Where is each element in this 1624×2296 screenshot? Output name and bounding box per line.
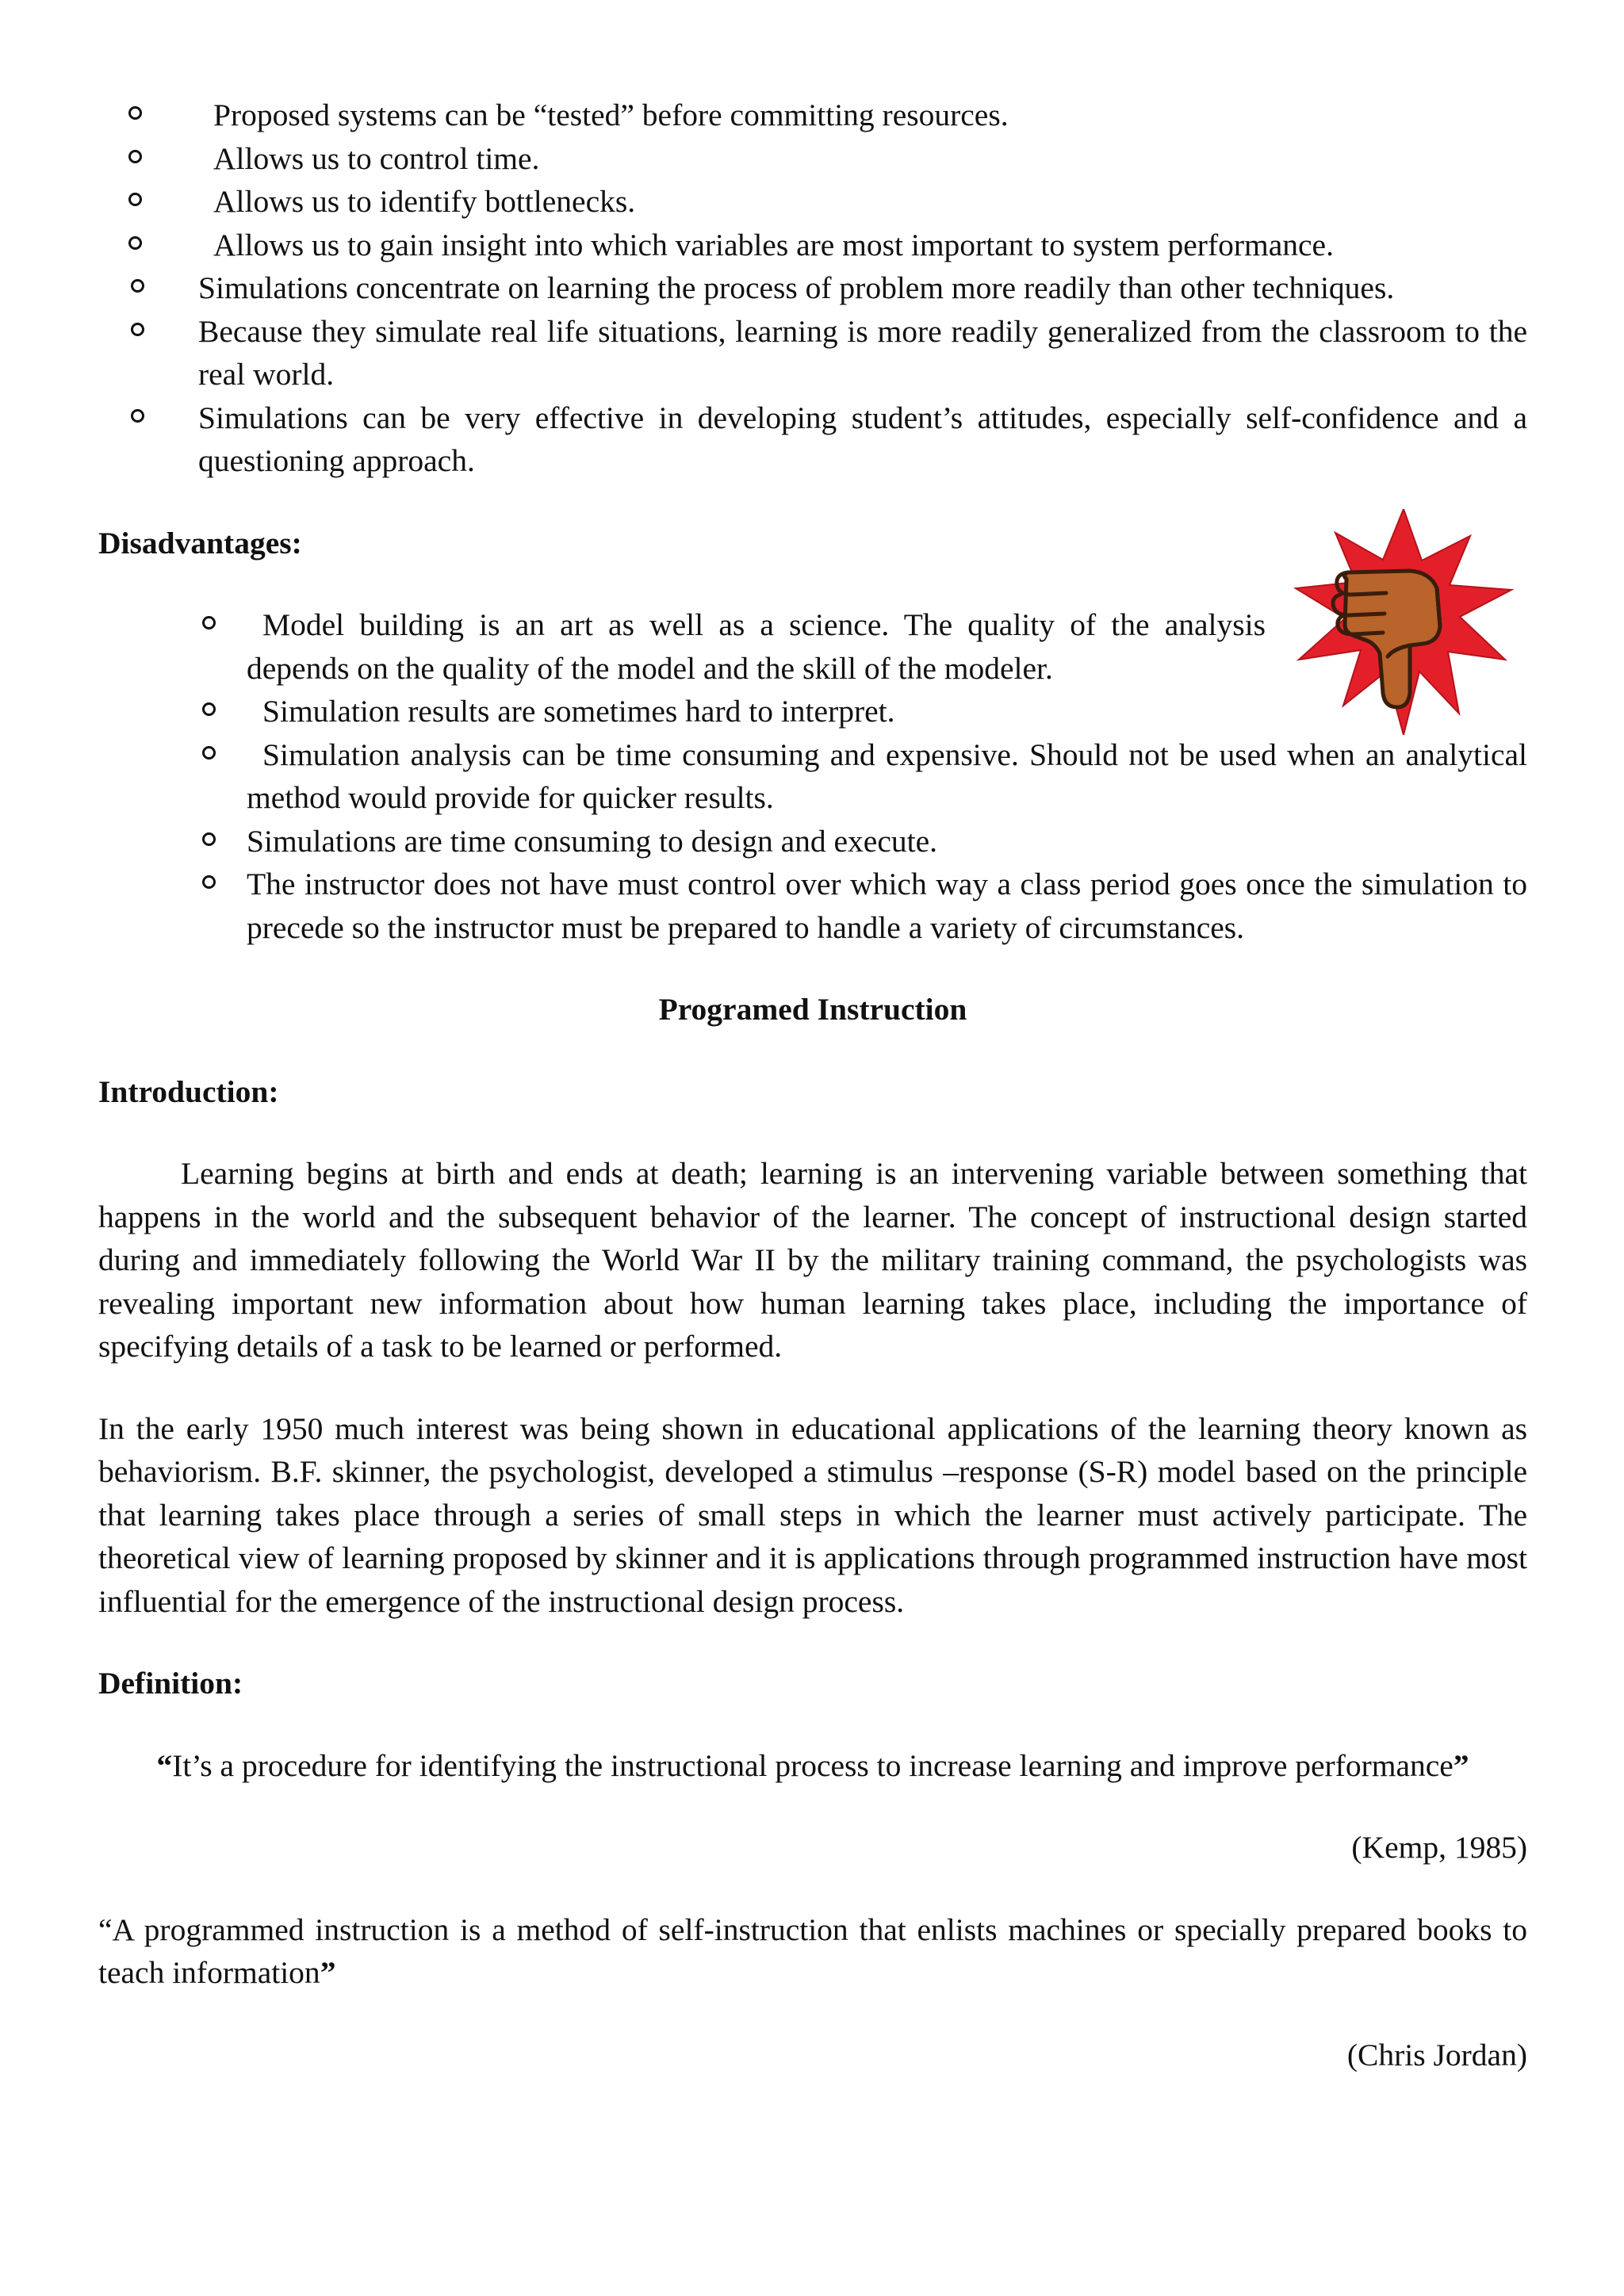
bullet-icon: [131, 279, 144, 293]
list-item: Allows us to control time.: [98, 137, 1527, 181]
bullet-icon: [202, 746, 216, 760]
list-item: Simulations are time consuming to design and execute.: [98, 820, 1527, 863]
bullet-icon: [128, 236, 142, 250]
list-item: Allows us to identify bottlenecks.: [98, 180, 1527, 224]
intro-paragraph-2: In the early 1950 much interest was being shown in educational applications of the learning theory known as behaviorism. B.F. skinner, the psychologist, developed a stimulus –response (S-R) model based on the principle that learning takes place through a series of small steps in which the learner must actively participate. The theoretical view of learning proposed by skinner and it is applications through programmed instruction have most influential for the emergence of the instructional design process.: [98, 1410, 1527, 1619]
bullet-icon: [202, 616, 216, 629]
disadvantages-heading: Disadvantages:: [98, 525, 302, 561]
bullet-icon: [128, 106, 142, 120]
close-quote: ”: [320, 1955, 336, 1990]
thumbs-down-icon: [1291, 509, 1517, 735]
list-item: Simulation analysis can be time consuming and expensive. Should not be used when an analytical method would provide for quicker results.: [98, 733, 1527, 820]
close-quote: ”: [1453, 1747, 1469, 1783]
bullet-icon: [202, 832, 216, 846]
citation-kemp: (Kemp, 1985): [1351, 1830, 1527, 1865]
list-item: Model building is an art as well as a science. The quality of the analysis depends on the quality of the model and the skill of the modeler.: [98, 603, 1527, 690]
definition-quote-1: “It’s a procedure for identifying the instructional process to increase learning and improve performance”: [156, 1747, 1469, 1783]
document-page: [98, 94, 1527, 2076]
bullet-icon: [131, 323, 144, 336]
list-item: Simulation results are sometimes hard to interpret.: [98, 690, 1527, 733]
list-item: The instructor does not have must control over which way a class period goes once the simulation to precede so the instructor must be prepared to handle a variety of circumstances.: [98, 863, 1527, 949]
open-quote: “: [156, 1747, 173, 1783]
bullet-icon: [202, 702, 216, 716]
introduction-heading: Introduction:: [98, 1073, 279, 1109]
list-item: Simulations concentrate on learning the process of problem more readily than other techniques.: [98, 266, 1527, 310]
bullet-icon: [202, 875, 216, 889]
section-title: Programed Instruction: [658, 992, 967, 1027]
list-item: Because they simulate real life situations, learning is more readily generalized from the classroom to the real world.: [98, 310, 1527, 396]
intro-paragraph-1: Learning begins at birth and ends at death; learning is an intervening variable between something that happens in the world and the subsequent behavior of the learner. The concept of instructional design started during and immediately following the World War II by the military training command, the psychologists was revealing important new information about how human learning takes place, including the importance of specifying details of a task to be learned or performed.: [98, 1156, 1527, 1364]
definition-heading: Definition:: [98, 1666, 243, 1701]
advantages-list: [98, 94, 1527, 483]
definition-quote-2: “A programmed instruction is a method of self-instruction that enlists machines or specially prepared books to teach information”: [98, 1911, 1527, 1990]
bullet-icon: [128, 193, 142, 206]
bullet-icon: [131, 409, 144, 423]
citation-jordan: (Chris Jordan): [1346, 2037, 1527, 2072]
list-item: Allows us to gain insight into which variables are most important to system performance.: [98, 224, 1527, 267]
bullet-icon: [128, 150, 142, 163]
list-item: Simulations can be very effective in developing student’s attitudes, especially self-confidence and a questioning approach.: [98, 396, 1527, 483]
list-item: Proposed systems can be “tested” before committing resources.: [98, 94, 1527, 137]
